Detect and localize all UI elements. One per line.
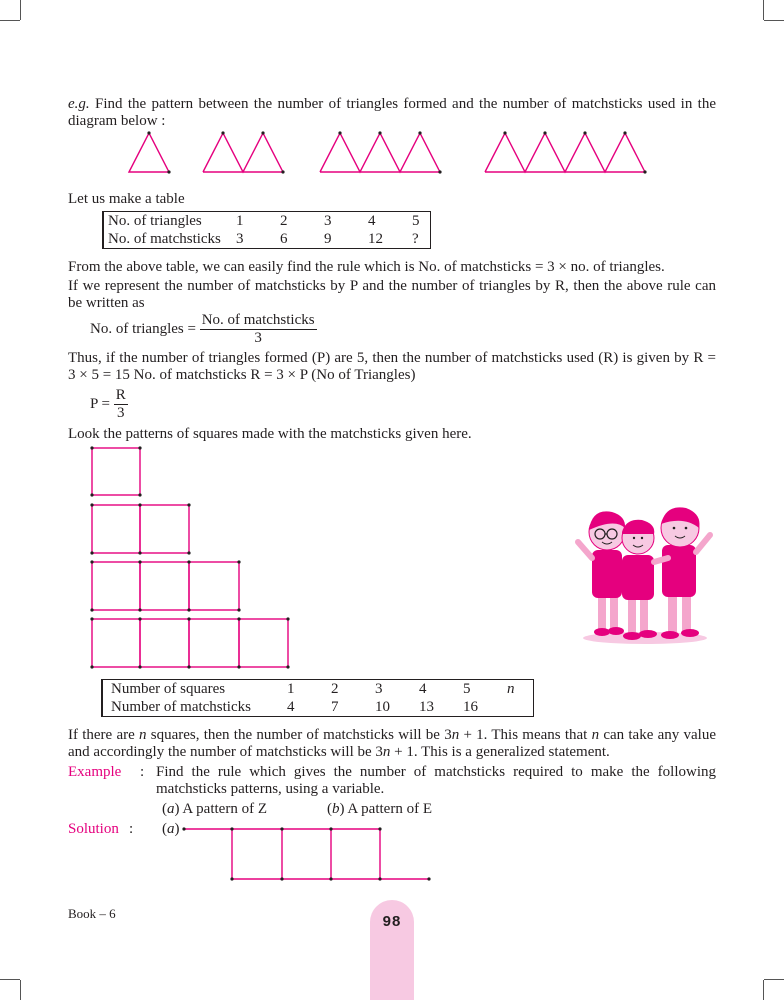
option-text: A pattern of Z — [179, 801, 267, 817]
crop-mark — [764, 979, 784, 980]
intro-text: Find the pattern between the number of triangles formed and the number of matchsticks used in the diagram below : — [68, 96, 716, 129]
table-cell: 4 — [419, 680, 427, 697]
crop-mark — [0, 979, 20, 980]
table-cell: 2 — [280, 212, 288, 229]
row-label: Number of matchsticks — [111, 698, 251, 715]
table-cell: n — [507, 680, 515, 697]
page-number: 98 — [382, 913, 402, 930]
text-run: + 1. This is a generalized statement. — [390, 744, 610, 760]
option-text: A pattern of E — [344, 801, 432, 817]
table-cell: 5 — [412, 212, 420, 229]
table-cell: 1 — [236, 212, 244, 229]
crop-mark — [20, 980, 21, 1000]
book-label: Book – 6 — [68, 906, 116, 921]
option-letter: b — [332, 801, 340, 817]
table-cell: 12 — [368, 230, 383, 247]
table-cell: 16 — [463, 698, 478, 715]
option-b: (b) A pattern of E — [327, 801, 432, 817]
squares-intro: Look the patterns of squares made with the matchsticks given here. — [68, 426, 472, 442]
table-cell: 4 — [368, 212, 376, 229]
table-cell: 3 — [236, 230, 244, 247]
option-letter: a — [167, 801, 175, 817]
example-label: Example — [68, 764, 122, 780]
table-cell: 13 — [419, 698, 434, 715]
table-cell: 7 — [331, 698, 339, 715]
example-colon: : — [140, 764, 145, 780]
table-intro: Let us make a table — [68, 191, 185, 207]
row-label: No. of matchsticks — [108, 230, 221, 247]
crop-mark — [763, 980, 764, 1000]
option-a: (a) A pattern of Z — [162, 801, 267, 817]
row-label: No. of triangles — [108, 212, 202, 229]
table-cell: ? — [412, 230, 419, 247]
formula-lhs: P = — [90, 396, 114, 412]
table-cell: 4 — [287, 698, 295, 715]
fraction-denominator: 3 — [254, 330, 262, 346]
example-text: Find the rule which gives the number of matchsticks required to make the following matchsticks patterns, using a variable. — [156, 764, 716, 797]
table-cell: 5 — [463, 680, 471, 697]
formula-lhs: No. of triangles = — [90, 321, 200, 337]
option-letter: a — [167, 821, 175, 837]
rule-paragraph: From the above table, we can easily find the rule which is No. of matchsticks = 3 × no. of triangles. — [68, 259, 665, 275]
text-run: squares, then the number of matchsticks will be 3 — [146, 727, 452, 743]
variable-n: n — [591, 727, 600, 743]
table-cell: 6 — [280, 230, 288, 247]
thus-paragraph: Thus, if the number of triangles formed (P) are 5, then the number of matchsticks used (R) is given by R = 3 × 5 = 15 No. of matchsticks R = 3 × P (No of Triangles) — [68, 350, 716, 383]
table-cell: 1 — [287, 680, 295, 697]
variable-n: n — [382, 744, 391, 760]
solution-label: Solution — [68, 821, 119, 837]
table-cell: 3 — [324, 212, 332, 229]
text-run: can take any value and accordingly the number of matchsticks will be 3 — [68, 727, 717, 760]
table-cell: 3 — [375, 680, 383, 697]
solution-colon: : — [129, 821, 134, 837]
variable-n: n — [139, 727, 147, 743]
table-cell: 9 — [324, 230, 332, 247]
represent-paragraph: If we represent the number of matchsticks by P and the number of triangles by R, then the above rule can be written as — [68, 278, 716, 311]
table-cell: 10 — [375, 698, 390, 715]
text-run: + 1. This means that — [459, 727, 592, 743]
row-label: Number of squares — [111, 680, 226, 697]
eg-label: e.g. — [68, 96, 90, 112]
fraction-denominator: 3 — [117, 405, 125, 421]
text-run: If there are — [68, 727, 140, 743]
solution-part: (a) — [162, 821, 180, 837]
table-cell: 2 — [331, 680, 339, 697]
variable-n: n — [451, 727, 460, 743]
fraction-numerator: No. of matchsticks — [201, 312, 315, 328]
fraction-numerator: R — [115, 387, 126, 403]
